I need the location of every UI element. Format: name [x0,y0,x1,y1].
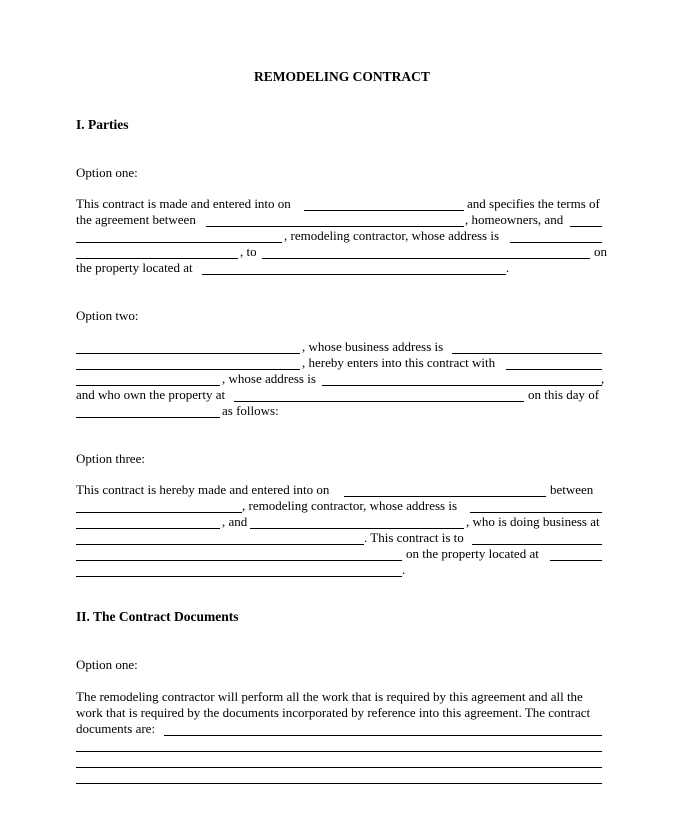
contract-text: on this day of [528,387,600,402]
contract-text: . [402,562,406,577]
business-address-blank[interactable] [76,544,364,545]
business-address-blank[interactable] [76,369,300,370]
date-blank[interactable] [76,417,220,418]
contract-text: , and [222,514,248,529]
contract-text: , remodeling contractor, whose address is [284,228,500,243]
contract-text: The remodeling contractor will perform all the work that is required by this agreement and all the [76,689,583,704]
contract-text: This contract is made and entered into on [76,196,291,211]
section-heading-contract-documents: II. The Contract Documents [76,609,239,624]
date-blank[interactable] [344,496,546,497]
date-blank[interactable] [304,210,464,211]
contractor-name-blank[interactable] [76,353,300,354]
contract-text: , who is doing business at [466,514,600,529]
homeowner-address-blank[interactable] [322,385,602,386]
contract-documents-blank[interactable] [76,767,602,768]
option-label: Option two: [76,308,139,323]
contract-text: the property located at [76,260,193,275]
contract-text: documents are: [76,721,156,736]
contract-documents-blank[interactable] [76,783,602,784]
property-address-blank[interactable] [76,576,402,577]
homeowners-blank[interactable] [506,369,602,370]
option-label: Option three: [76,451,145,466]
homeowners-blank[interactable] [206,226,464,227]
work-description-blank[interactable] [472,544,602,545]
contract-text: on [594,244,607,259]
contract-text: , whose address is [222,371,316,386]
property-address-blank[interactable] [550,560,602,561]
business-address-blank[interactable] [452,353,602,354]
option-label: Option one: [76,657,138,672]
contract-text: , [601,371,605,386]
contract-text: , hereby enters into this contract with [302,355,496,370]
contract-documents-blank[interactable] [76,751,602,752]
contractor-address-blank[interactable] [510,242,602,243]
contract-text: This contract is hereby made and entered into on [76,482,330,497]
contract-text: , whose business address is [302,339,444,354]
contract-text: , remodeling contractor, whose address is [242,498,458,513]
work-description-blank[interactable] [76,560,402,561]
contract-text: and who own the property at [76,387,226,402]
contract-text: , homeowners, and [465,212,564,227]
property-address-blank[interactable] [234,401,524,402]
contractor-name-blank[interactable] [570,226,602,227]
contract-text: on the property located at [406,546,539,561]
contractor-address-blank[interactable] [470,512,602,513]
contractor-name-blank[interactable] [76,512,242,513]
option-label: Option one: [76,165,138,180]
homeowners-blank[interactable] [76,385,220,386]
contract-text: , to [240,244,257,259]
property-address-blank[interactable] [202,274,506,275]
homeowners-blank[interactable] [250,528,464,529]
contract-text: and specifies the terms of [467,196,600,211]
section-heading-parties: I. Parties [76,117,129,132]
work-description-blank[interactable] [262,258,590,259]
contractor-address-blank[interactable] [76,258,238,259]
contract-text: . This contract is to [364,530,464,545]
contract-text: the agreement between [76,212,196,227]
contract-text: between [550,482,594,497]
contract-text: . [506,260,510,275]
document-title: REMODELING CONTRACT [254,69,430,84]
contractor-name-blank[interactable] [76,242,282,243]
contract-text: work that is required by the documents incorporated by reference into this agreement. The contract [76,705,591,720]
contract-text: as follows: [222,403,279,418]
contract-documents-blank[interactable] [164,735,602,736]
contractor-address-blank[interactable] [76,528,220,529]
